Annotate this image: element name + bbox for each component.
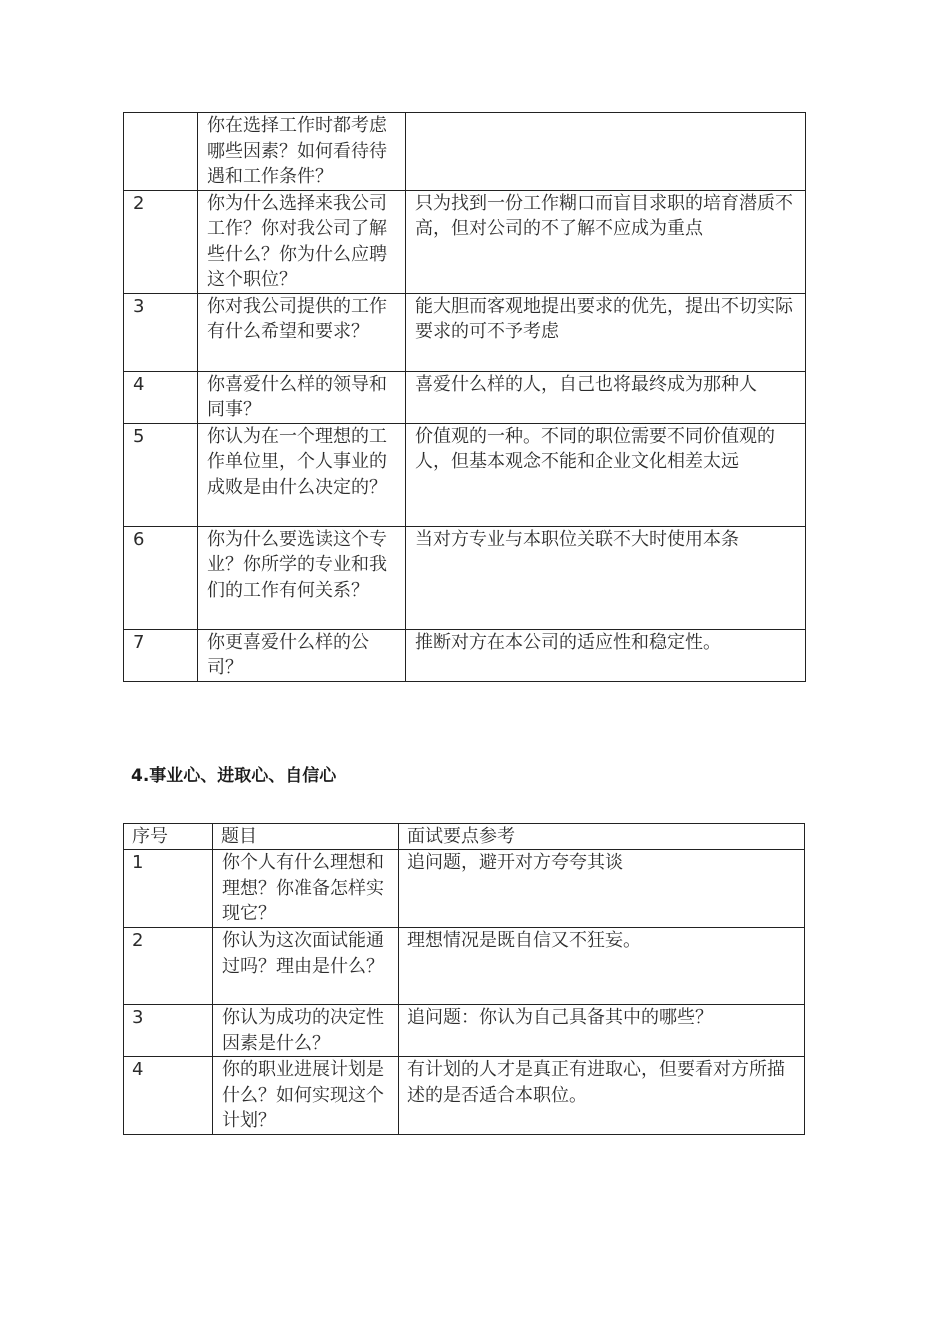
table-header-row xyxy=(124,824,805,850)
row-number: 5 xyxy=(124,423,198,526)
key-point-cell: 追问题：你认为自己具备其中的哪些？ xyxy=(399,1005,805,1057)
table-row xyxy=(124,850,805,928)
table-row xyxy=(124,1005,805,1057)
key-point-cell xyxy=(406,113,806,191)
table-row xyxy=(124,190,806,293)
key-point-cell: 能大胆而客观地提出要求的优先，提出不切实际要求的可不予考虑 xyxy=(406,293,806,371)
header-number: 序号 xyxy=(124,824,213,850)
table-row xyxy=(124,1057,805,1135)
row-number: 7 xyxy=(124,629,198,681)
key-point-cell: 只为找到一份工作糊口而盲目求职的培育潜质不高，但对公司的不了解不应成为重点 xyxy=(406,190,806,293)
table-row xyxy=(124,371,806,423)
question-cell: 你认为在一个理想的工作单位里，个人事业的成败是由什么决定的？ xyxy=(198,423,406,526)
table-row xyxy=(124,928,805,1005)
row-number: 4 xyxy=(124,1057,213,1135)
section-heading: 4.事业心、进取心、自信心 xyxy=(131,766,337,786)
row-number: 3 xyxy=(124,1005,213,1057)
key-point-cell: 推断对方在本公司的适应性和稳定性。 xyxy=(406,629,806,681)
key-point-cell: 价值观的一种。不同的职位需要不同价值观的人，但基本观念不能和企业文化相差太远 xyxy=(406,423,806,526)
question-cell: 你认为成功的决定性因素是什么？ xyxy=(213,1005,399,1057)
table-row xyxy=(124,423,806,526)
row-number: 4 xyxy=(124,371,198,423)
question-cell: 你为什么要选读这个专业？你所学的专业和我们的工作有何关系？ xyxy=(198,526,406,629)
ambition-confidence-table xyxy=(123,823,805,1135)
question-cell: 你个人有什么理想和理想？你准备怎样实现它？ xyxy=(213,850,399,928)
row-number: 3 xyxy=(124,293,198,371)
table-row xyxy=(124,629,806,681)
key-point-cell: 当对方专业与本职位关联不大时使用本条 xyxy=(406,526,806,629)
table-row xyxy=(124,113,806,191)
question-cell: 你更喜爱什么样的公司？ xyxy=(198,629,406,681)
question-cell: 你对我公司提供的工作有什么希望和要求？ xyxy=(198,293,406,371)
key-point-cell: 有计划的人才是真正有进取心，但要看对方所描述的是否适合本职位。 xyxy=(399,1057,805,1135)
header-question: 题目 xyxy=(213,824,399,850)
interview-questions-table-continued xyxy=(123,112,806,682)
row-number xyxy=(124,113,198,191)
question-cell: 你的职业进展计划是什么？如何实现这个计划？ xyxy=(213,1057,399,1135)
key-point-cell: 理想情况是既自信又不狂妄。 xyxy=(399,928,805,1005)
question-cell: 你在选择工作时都考虑哪些因素？如何看待待遇和工作条件？ xyxy=(198,113,406,191)
key-point-cell: 喜爱什么样的人，自己也将最终成为那种人 xyxy=(406,371,806,423)
row-number: 1 xyxy=(124,850,213,928)
table-row xyxy=(124,293,806,371)
row-number: 2 xyxy=(124,928,213,1005)
row-number: 6 xyxy=(124,526,198,629)
table-row xyxy=(124,526,806,629)
question-cell: 你为什么选择来我公司工作？你对我公司了解些什么？你为什么应聘这个职位？ xyxy=(198,190,406,293)
row-number: 2 xyxy=(124,190,198,293)
question-cell: 你认为这次面试能通过吗？理由是什么？ xyxy=(213,928,399,1005)
header-key-points: 面试要点参考 xyxy=(399,824,805,850)
question-cell: 你喜爱什么样的领导和同事？ xyxy=(198,371,406,423)
key-point-cell: 追问题，避开对方夸夸其谈 xyxy=(399,850,805,928)
